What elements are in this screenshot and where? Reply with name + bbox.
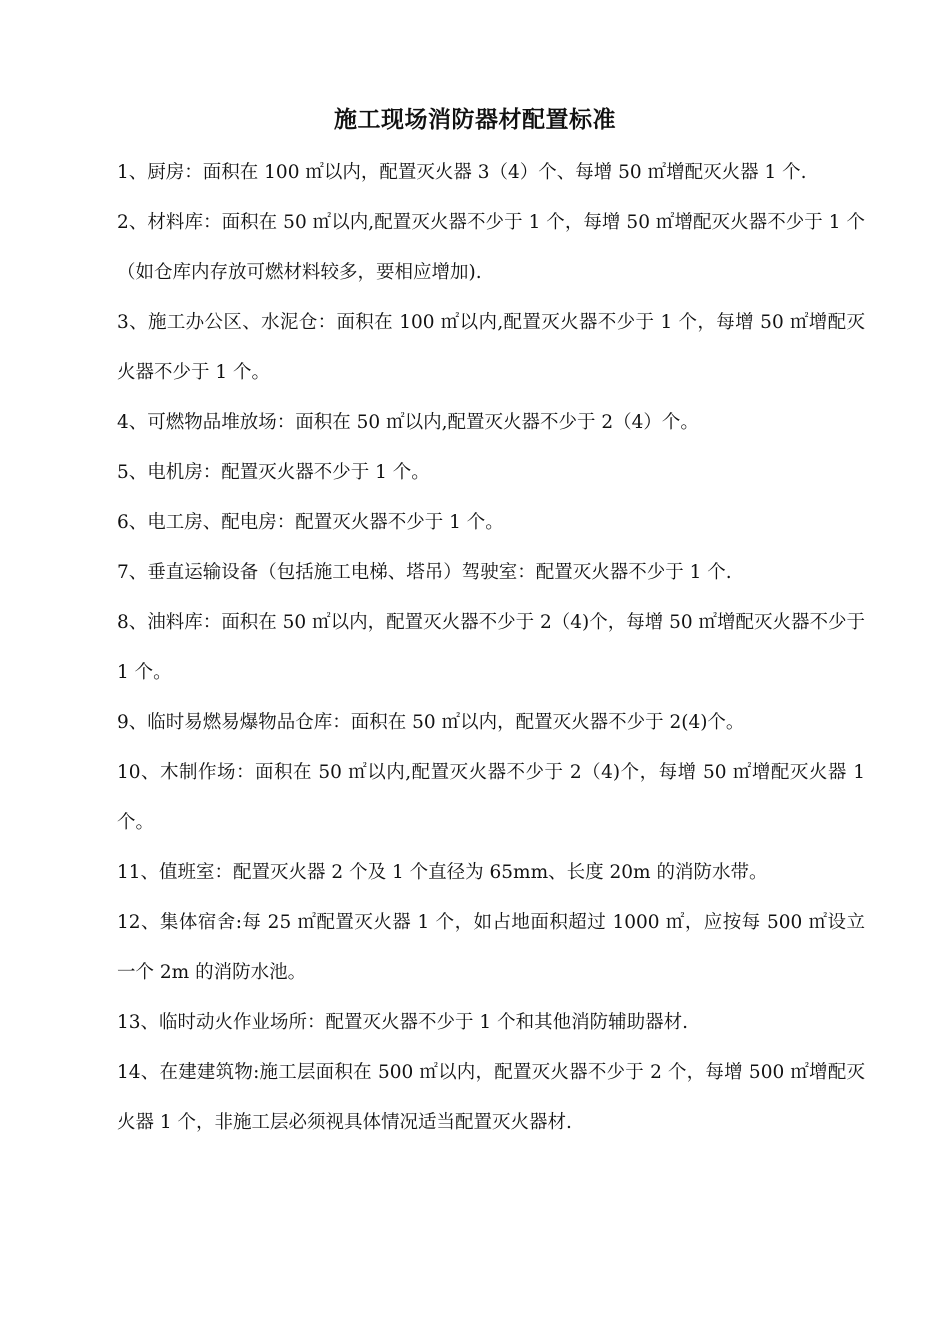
- item-8: 8、油料库：面积在 50 ㎡以内，配置灭火器不少于 2（4)个，每增 50 ㎡增配灭火器不少于 1 个。: [117, 612, 866, 683]
- item-10: 10、木制作场：面积在 50 ㎡以内,配置灭火器不少于 2（4)个，每增 50 ㎡增配灭火器 1 个。: [117, 762, 865, 833]
- item-13: 13、临时动火作业场所：配置灭火器不少于 1 个和其他消防辅助器材.: [117, 1012, 688, 1033]
- item-3: 3、施工办公区、水泥仓：面积在 100 ㎡以内,配置灭火器不少于 1 个，每增 50 ㎡增配灭火器不少于 1 个。: [117, 312, 865, 383]
- document-title: 施工现场消防器材配置标准: [334, 106, 616, 133]
- item-12: 12、集体宿舍:每 25 ㎡配置灭火器 1 个，如占地面积超过 1000 ㎡，应按每 500 ㎡设立一个 2m 的消防水池。: [117, 912, 865, 983]
- item-9: 9、临时易燃易爆物品仓库：面积在 50 ㎡以内，配置灭火器不少于 2(4)个。: [117, 712, 745, 733]
- document-body: [117, 148, 865, 1148]
- item-11: 11、值班室：配置灭火器 2 个及 1 个直径为 65mm、长度 20m 的消防水带。: [117, 862, 768, 883]
- item-4: 4、可燃物品堆放场：面积在 50 ㎡以内,配置灭火器不少于 2（4）个。: [117, 412, 699, 433]
- item-1: 1、厨房：面积在 100 ㎡以内，配置灭火器 3（4）个、每增 50 ㎡增配灭火器 1 个.: [117, 162, 807, 183]
- item-2: 2、材料库：面积在 50 ㎡以内,配置灭火器不少于 1 个，每增 50 ㎡增配灭火器不少于 1 个（如仓库内存放可燃材料较多，要相应增加).: [117, 212, 865, 283]
- item-5: 5、电机房：配置灭火器不少于 1 个。: [117, 462, 430, 483]
- item-7: 7、垂直运输设备（包括施工电梯、塔吊）驾驶室：配置灭火器不少于 1 个.: [117, 562, 732, 583]
- item-14: 14、在建建筑物:施工层面积在 500 ㎡以内，配置灭火器不少于 2 个，每增 500 ㎡增配灭火器 1 个，非施工层必须视具体情况适当配置灭火器材.: [117, 1062, 865, 1133]
- item-6: 6、电工房、配电房：配置灭火器不少于 1 个。: [117, 512, 504, 533]
